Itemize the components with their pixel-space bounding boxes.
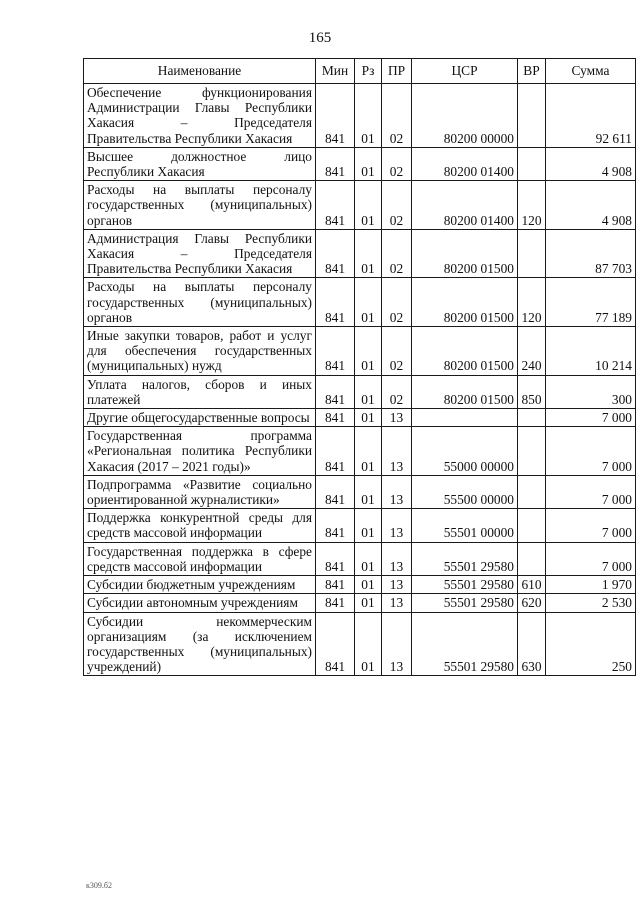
cell-rz: 01	[355, 229, 382, 278]
column-header-vr: ВР	[518, 59, 546, 84]
table-row	[84, 147, 636, 180]
cell-vr	[518, 509, 546, 542]
cell-sum: 2 530	[546, 594, 636, 612]
cell-name: Обеспечение функционирования Администрации Главы Республики Хакасия – Председателя Правительства Республики Хакасия	[84, 84, 316, 148]
cell-min: 841	[316, 409, 355, 427]
cell-pr: 13	[382, 427, 412, 476]
cell-rz: 01	[355, 576, 382, 594]
cell-pr: 02	[382, 278, 412, 327]
column-header-sum: Сумма	[546, 59, 636, 84]
cell-csr: 55500 00000	[412, 475, 518, 508]
cell-pr: 02	[382, 327, 412, 376]
cell-pr: 13	[382, 409, 412, 427]
cell-csr: 80200 01500	[412, 327, 518, 376]
cell-pr: 02	[382, 84, 412, 148]
cell-rz: 01	[355, 509, 382, 542]
table-row	[84, 181, 636, 230]
cell-name: Другие общегосударственные вопросы	[84, 409, 316, 427]
cell-rz: 01	[355, 327, 382, 376]
table-row	[84, 375, 636, 408]
cell-name: Государственная поддержка в сфере средств массовой информации	[84, 542, 316, 575]
cell-name: Подпрограмма «Развитие социально ориентированной журналистики»	[84, 475, 316, 508]
table-body	[84, 84, 636, 676]
cell-min: 841	[316, 576, 355, 594]
cell-vr	[518, 409, 546, 427]
cell-pr: 13	[382, 509, 412, 542]
table-row	[84, 576, 636, 594]
cell-sum: 7 000	[546, 475, 636, 508]
cell-min: 841	[316, 612, 355, 676]
table-row	[84, 542, 636, 575]
cell-min: 841	[316, 509, 355, 542]
cell-sum: 1 970	[546, 576, 636, 594]
cell-rz: 01	[355, 475, 382, 508]
cell-pr: 13	[382, 475, 412, 508]
cell-csr: 80200 01400	[412, 147, 518, 180]
column-header-csr: ЦСР	[412, 59, 518, 84]
cell-sum: 300	[546, 375, 636, 408]
cell-min: 841	[316, 475, 355, 508]
cell-csr: 55501 29580	[412, 576, 518, 594]
cell-sum: 77 189	[546, 278, 636, 327]
footer-code: к309.б2	[86, 881, 112, 890]
table-row	[84, 84, 636, 148]
cell-csr: 55501 29580	[412, 612, 518, 676]
budget-table	[83, 58, 636, 676]
cell-name: Уплата налогов, сборов и иных платежей	[84, 375, 316, 408]
cell-vr: 620	[518, 594, 546, 612]
cell-name: Расходы на выплаты персоналу государственных (муниципальных) органов	[84, 181, 316, 230]
cell-rz: 01	[355, 181, 382, 230]
cell-name: Субсидии бюджетным учреждениям	[84, 576, 316, 594]
cell-name: Расходы на выплаты персоналу государственных (муниципальных) органов	[84, 278, 316, 327]
cell-name: Субсидии автономным учреждениям	[84, 594, 316, 612]
cell-csr: 55501 29580	[412, 542, 518, 575]
cell-min: 841	[316, 84, 355, 148]
cell-vr	[518, 427, 546, 476]
cell-min: 841	[316, 229, 355, 278]
column-header-min: Мин	[316, 59, 355, 84]
cell-pr: 13	[382, 594, 412, 612]
cell-vr: 120	[518, 181, 546, 230]
cell-sum: 87 703	[546, 229, 636, 278]
cell-sum: 250	[546, 612, 636, 676]
cell-rz: 01	[355, 147, 382, 180]
cell-name: Администрация Главы Республики Хакасия – Председателя Правительства Республики Хакасия	[84, 229, 316, 278]
cell-sum: 92 611	[546, 84, 636, 148]
table-row	[84, 475, 636, 508]
cell-sum: 7 000	[546, 509, 636, 542]
cell-min: 841	[316, 327, 355, 376]
cell-pr: 13	[382, 576, 412, 594]
cell-vr: 610	[518, 576, 546, 594]
column-header-name: Наименование	[84, 59, 316, 84]
table-row	[84, 594, 636, 612]
table-header-row	[84, 59, 636, 84]
table-row	[84, 612, 636, 676]
cell-sum: 7 000	[546, 409, 636, 427]
cell-csr: 80200 01500	[412, 375, 518, 408]
cell-vr: 850	[518, 375, 546, 408]
cell-pr: 13	[382, 612, 412, 676]
cell-name: Высшее должностное лицо Республики Хакасия	[84, 147, 316, 180]
table-row	[84, 509, 636, 542]
cell-rz: 01	[355, 278, 382, 327]
cell-pr: 02	[382, 229, 412, 278]
cell-csr: 55501 00000	[412, 509, 518, 542]
cell-csr: 80200 01500	[412, 278, 518, 327]
cell-rz: 01	[355, 409, 382, 427]
cell-vr	[518, 475, 546, 508]
table-row	[84, 409, 636, 427]
page-number: 165	[308, 30, 332, 46]
cell-vr: 120	[518, 278, 546, 327]
cell-vr	[518, 84, 546, 148]
cell-min: 841	[316, 542, 355, 575]
cell-csr: 80200 00000	[412, 84, 518, 148]
cell-vr: 240	[518, 327, 546, 376]
table-row	[84, 278, 636, 327]
table-row	[84, 427, 636, 476]
cell-rz: 01	[355, 375, 382, 408]
cell-sum: 4 908	[546, 147, 636, 180]
column-header-rz: Рз	[355, 59, 382, 84]
cell-min: 841	[316, 181, 355, 230]
cell-min: 841	[316, 427, 355, 476]
cell-pr: 02	[382, 181, 412, 230]
cell-vr	[518, 542, 546, 575]
cell-rz: 01	[355, 594, 382, 612]
column-header-pr: ПР	[382, 59, 412, 84]
cell-pr: 13	[382, 542, 412, 575]
cell-csr	[412, 409, 518, 427]
cell-min: 841	[316, 594, 355, 612]
cell-sum: 7 000	[546, 542, 636, 575]
cell-csr: 80200 01500	[412, 229, 518, 278]
cell-pr: 02	[382, 147, 412, 180]
cell-min: 841	[316, 278, 355, 327]
cell-name: Государственная программа «Региональная политика Республики Хакасия (2017 – 2021 годы)»	[84, 427, 316, 476]
cell-name: Поддержка конкурентной среды для средств массовой информации	[84, 509, 316, 542]
cell-vr	[518, 147, 546, 180]
cell-pr: 02	[382, 375, 412, 408]
cell-csr: 80200 01400	[412, 181, 518, 230]
cell-csr: 55501 29580	[412, 594, 518, 612]
cell-vr	[518, 229, 546, 278]
table-row	[84, 229, 636, 278]
cell-name: Субсидии некоммерческим организациям (за исключением государственных (муниципальных) учреждений)	[84, 612, 316, 676]
cell-rz: 01	[355, 612, 382, 676]
cell-min: 841	[316, 147, 355, 180]
cell-name: Иные закупки товаров, работ и услуг для обеспечения государственных (муниципальных) нужд	[84, 327, 316, 376]
cell-csr: 55000 00000	[412, 427, 518, 476]
cell-rz: 01	[355, 427, 382, 476]
cell-rz: 01	[355, 542, 382, 575]
cell-sum: 4 908	[546, 181, 636, 230]
cell-min: 841	[316, 375, 355, 408]
table-row	[84, 327, 636, 376]
cell-sum: 7 000	[546, 427, 636, 476]
cell-vr: 630	[518, 612, 546, 676]
cell-rz: 01	[355, 84, 382, 148]
cell-sum: 10 214	[546, 327, 636, 376]
